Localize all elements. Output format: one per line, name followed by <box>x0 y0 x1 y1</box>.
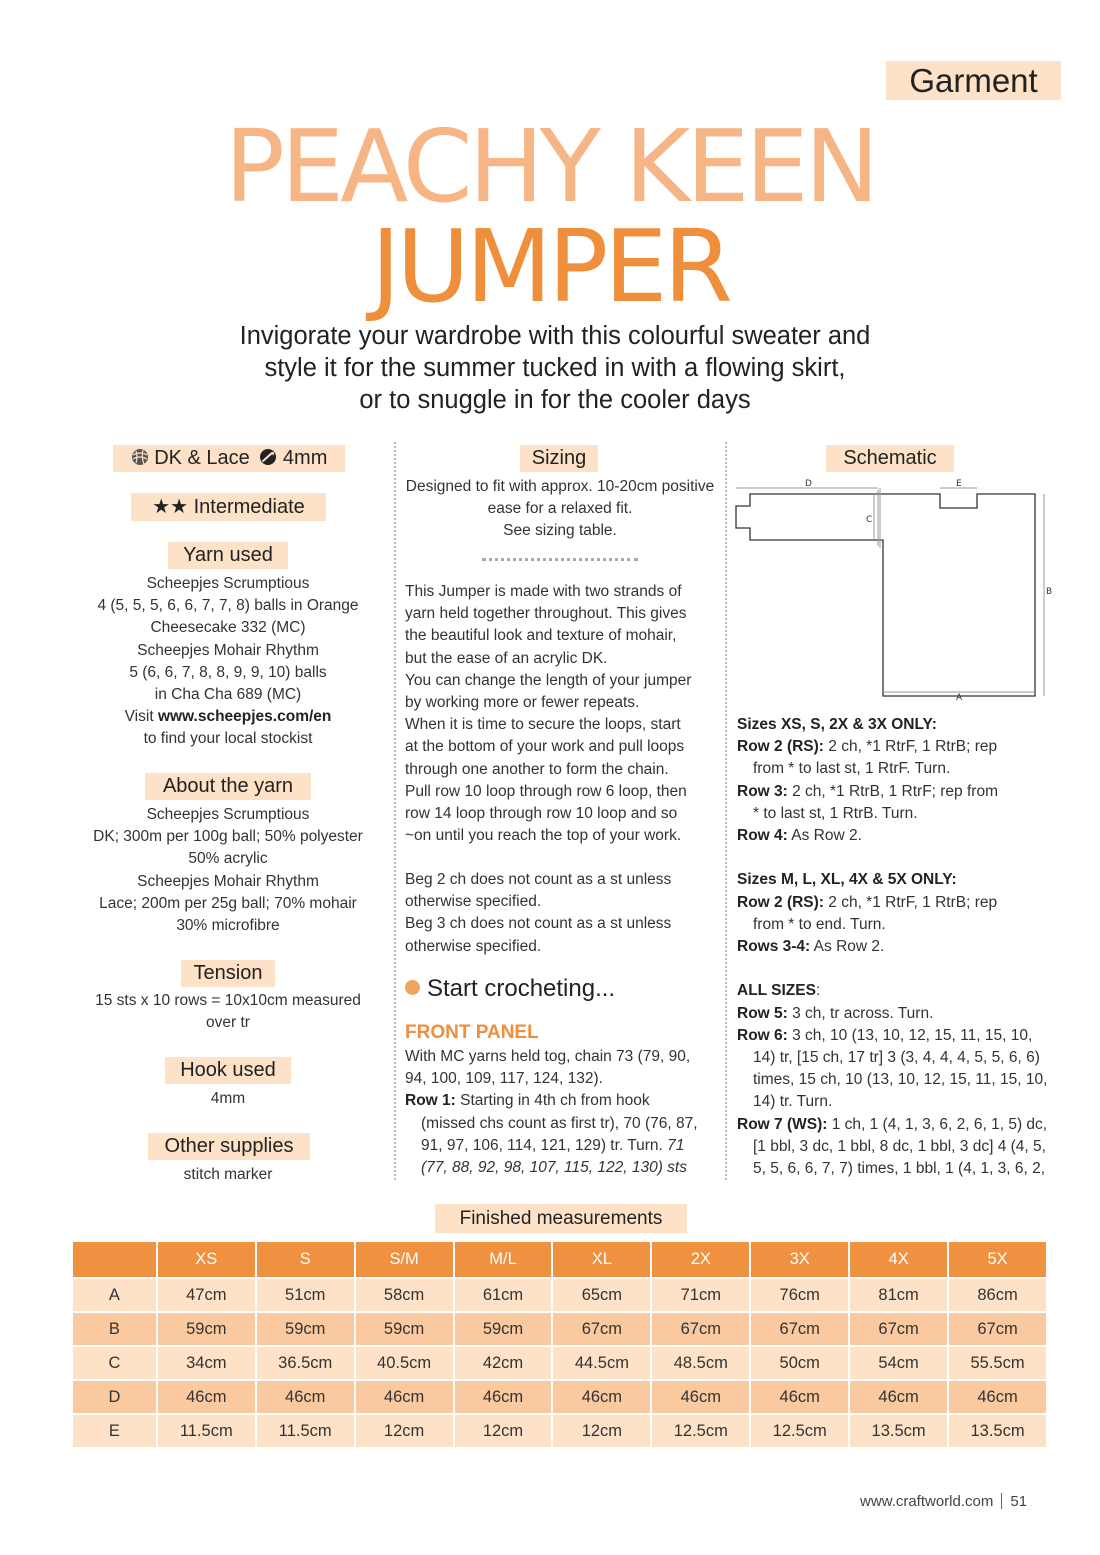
text-line: Scheepjes Scrumptious <box>146 806 310 823</box>
title-line-1: PEACHY KEEN <box>224 108 876 225</box>
schematic-heading: Schematic <box>826 445 954 472</box>
intro-line: Invigorate your wardrobe with this colourful sweater and <box>239 322 871 350</box>
row-text: Starting in 4th ch from hook <box>455 1092 650 1110</box>
column-header: M/L <box>454 1242 553 1278</box>
text-line: from * to end. Turn. <box>753 915 886 933</box>
measurements-heading: Finished measurements <box>435 1204 687 1233</box>
text-line: in Cha Cha 689 (MC) <box>154 686 302 704</box>
table-cell: 12.5cm <box>651 1414 750 1448</box>
section-tag: Garment <box>886 61 1061 100</box>
hook-size-label: 4mm <box>282 447 328 469</box>
text-line: 94, 100, 109, 117, 124, 132). <box>405 1070 603 1088</box>
text-line: 4 (5, 5, 5, 6, 6, 7, 7, 8) balls in Orange <box>97 597 359 615</box>
front-panel-heading: FRONT PANEL <box>405 1022 539 1043</box>
row-header: E <box>73 1414 157 1448</box>
column-divider <box>725 442 727 1180</box>
table-cell: 55.5cm <box>948 1346 1047 1380</box>
table-header-row <box>73 1242 1047 1278</box>
row-text: 2 ch, *1 RtrF, 1 RtrB; rep <box>823 738 998 756</box>
stitch-count: 71 <box>662 1136 685 1154</box>
table-cell: 46cm <box>849 1380 948 1414</box>
footer-site: www.craftworld.com <box>860 1493 994 1510</box>
text-line <box>405 1090 723 1112</box>
table-cell: 46cm <box>750 1380 849 1414</box>
table-cell: 13.5cm <box>849 1414 948 1448</box>
spacer <box>737 847 1057 869</box>
page-footer <box>860 1493 1027 1510</box>
text-line <box>737 1025 1057 1047</box>
table-cell: 42cm <box>454 1346 553 1380</box>
sizing-text <box>400 476 720 543</box>
text-line: 15 sts x 10 rows = 10x10cm measured <box>95 992 361 1009</box>
table-cell: 58cm <box>355 1278 454 1312</box>
text-line: Lace; 200m per 25g ball; 70% mohair <box>99 894 357 912</box>
size-group-heading <box>737 980 1057 1002</box>
table-cell: 12cm <box>454 1414 553 1448</box>
schematic-diagram <box>730 474 1060 706</box>
table-cell: 50cm <box>750 1346 849 1380</box>
text-line: to find your local stockist <box>143 730 313 748</box>
table-cell: 12.5cm <box>750 1414 849 1448</box>
table-cell: 86cm <box>948 1278 1047 1312</box>
text-line: DK; 300m per 100g ball; 50% polyester <box>93 828 363 846</box>
intro-line: style it for the summer tucked in with a flowing skirt, <box>264 354 846 382</box>
other-supplies-heading: Other supplies <box>148 1133 310 1160</box>
row-label: Row 3: <box>737 782 788 800</box>
column-header: 5X <box>948 1242 1047 1278</box>
table-cell: 67cm <box>948 1312 1047 1346</box>
garment-outline <box>736 494 1035 696</box>
skill-level-badge <box>131 493 326 521</box>
row-label: Row 2 (RS): <box>737 893 824 911</box>
text-line: ease for a relaxed fit. <box>487 500 633 518</box>
table-cell: 44.5cm <box>552 1346 651 1380</box>
text-line <box>737 781 1057 803</box>
text-line: * to last st, 1 RtrB. Turn. <box>753 804 918 822</box>
row-text: 2 ch, *1 RtrB, 1 RtrF; rep from <box>787 782 998 800</box>
table-cell: 13.5cm <box>948 1414 1047 1448</box>
table-cell: 71cm <box>651 1278 750 1312</box>
measurements-table <box>73 1242 1048 1449</box>
table-cell: 76cm <box>750 1278 849 1312</box>
schematic-label-d: D <box>805 479 812 489</box>
tension-heading: Tension <box>181 960 275 987</box>
text-line: row 14 loop through row 10 loop and so <box>405 805 678 823</box>
table-cell: 11.5cm <box>157 1414 256 1448</box>
star-rating: ★★ <box>152 496 189 518</box>
text-line <box>737 825 1057 847</box>
text-line: ~on until you reach the top of your work. <box>405 827 682 845</box>
row-header: A <box>73 1278 157 1312</box>
text-line: at the bottom of your work and pull loops <box>405 738 685 756</box>
table-cell: 48.5cm <box>651 1346 750 1380</box>
table-cell: 81cm <box>849 1278 948 1312</box>
table-row <box>73 1380 1047 1414</box>
size-group-heading: Sizes XS, S, 2X & 3X ONLY: <box>737 716 937 733</box>
visit-prefix: Visit <box>124 708 158 726</box>
row-label: Row 2 (RS): <box>737 738 824 756</box>
stitch-notes <box>405 869 723 958</box>
table-cell: 12cm <box>552 1414 651 1448</box>
text-line <box>737 936 1057 958</box>
text-line: Scheepjes Mohair Rhythm <box>137 872 319 890</box>
text-line: Cheesecake 332 (MC) <box>150 619 306 637</box>
size-group-heading: Sizes M, L, XL, 4X & 5X ONLY: <box>737 871 957 889</box>
skill-level: Intermediate <box>193 496 305 518</box>
text-line: This Jumper is made with two strands of <box>405 583 682 600</box>
about-yarn-text <box>60 804 396 937</box>
text-line: Beg 3 ch does not count as a st unless <box>405 915 672 933</box>
row-label: Row 4: <box>737 827 788 845</box>
table-cell: 54cm <box>849 1346 948 1380</box>
footer-divider <box>1001 1493 1002 1509</box>
text-line: (missed chs count as first tr), 70 (76, 87, <box>421 1114 698 1132</box>
yarn-used-text <box>60 573 396 751</box>
table-cell: 47cm <box>157 1278 256 1312</box>
text-line: When it is time to secure the loops, start <box>405 716 681 734</box>
table-cell: 67cm <box>552 1312 651 1346</box>
hook-used-text: 4mm <box>210 1090 246 1107</box>
text-line: from * to last st, 1 RtrF. Turn. <box>753 760 951 778</box>
row-label: Rows 3-4: <box>737 938 811 956</box>
text-line: Scheepjes Mohair Rhythm <box>137 641 319 659</box>
yarn-weight-label: DK & Lace <box>154 447 250 469</box>
intro-line: or to snuggle in for the cooler days <box>359 386 751 414</box>
row-header: B <box>73 1312 157 1346</box>
table-cell: 34cm <box>157 1346 256 1380</box>
row-text: 3 ch, tr across. Turn. <box>787 1004 934 1022</box>
yarn-used-heading: Yarn used <box>168 542 288 569</box>
table-cell: 51cm <box>256 1278 355 1312</box>
table-row <box>73 1346 1047 1380</box>
table-cell: 11.5cm <box>256 1414 355 1448</box>
stitch-count: (77, 88, 92, 98, 107, 115, 122, 130) sts <box>421 1159 687 1177</box>
text-line: 14) tr, [15 ch, 17 tr] 3 (3, 4, 4, 4, 5, 5, 6, 6) <box>753 1049 1040 1067</box>
schematic-label-b: B <box>1046 587 1053 597</box>
table-cell: 12cm <box>355 1414 454 1448</box>
table-cell: 46cm <box>651 1380 750 1414</box>
table-cell: 67cm <box>651 1312 750 1346</box>
column-header: S <box>256 1242 355 1278</box>
stockist-link[interactable]: www.scheepjes.com/en <box>157 708 332 726</box>
hook-used-heading: Hook used <box>165 1057 291 1084</box>
text-line: by working more or fewer repeats. <box>405 694 640 712</box>
table-cell: 46cm <box>157 1380 256 1414</box>
table-row <box>73 1278 1047 1312</box>
all-sizes-label: ALL SIZES <box>737 982 816 1000</box>
about-yarn-heading: About the yarn <box>145 773 311 800</box>
table-cell: 61cm <box>454 1278 553 1312</box>
text-line: over tr <box>206 1014 250 1032</box>
yarn-ball-icon <box>405 980 420 995</box>
yarn-weight-badge <box>113 445 345 472</box>
table-cell: 59cm <box>355 1312 454 1346</box>
schematic-label-a: A <box>956 693 963 703</box>
text-line: yarn held together throughout. This gives <box>405 605 687 623</box>
yarn-ball-icon <box>131 447 149 474</box>
text-line: 5, 5, 6, 6, 7, 7) times, 1 bbl, 1 (4, 1, 3, 6, 2, <box>753 1160 1046 1178</box>
text-line: 30% microfibre <box>176 917 280 935</box>
table-cell: 65cm <box>552 1278 651 1312</box>
text-line: but the ease of an acrylic DK. <box>405 649 608 667</box>
row-header: D <box>73 1380 157 1414</box>
text-line: times, 15 ch, 10 (13, 10, 12, 15, 11, 15, 10, <box>753 1071 1048 1089</box>
table-row <box>73 1414 1047 1448</box>
all-sizes-colon: : <box>815 982 821 1000</box>
text-line: 50% acrylic <box>188 850 268 868</box>
text-line: 5 (6, 6, 7, 8, 8, 9, 9, 10) balls <box>129 663 327 681</box>
construction-notes <box>405 581 723 847</box>
column-header: 4X <box>849 1242 948 1278</box>
text-line: With MC yarns held tog, chain 73 (79, 90, <box>405 1048 691 1065</box>
table-cell: 36.5cm <box>256 1346 355 1380</box>
table-cell: 46cm <box>454 1380 553 1414</box>
table-cell: 46cm <box>256 1380 355 1414</box>
row-text: 3 ch, 10 (13, 10, 12, 15, 11, 15, 10, <box>787 1026 1033 1044</box>
title-line-2: JUMPER <box>371 208 729 325</box>
table-cell: 67cm <box>849 1312 948 1346</box>
dotted-separator <box>482 558 638 561</box>
text-line <box>737 1003 1057 1025</box>
schematic-label-c: C <box>866 515 873 525</box>
table-cell: 46cm <box>948 1380 1047 1414</box>
text-line <box>737 892 1057 914</box>
row-label: Row 5: <box>737 1004 788 1022</box>
table-cell: 59cm <box>157 1312 256 1346</box>
text-line: the beautiful look and texture of mohair, <box>405 627 677 645</box>
row-text: As Row 2. <box>810 938 885 956</box>
table-cell: 40.5cm <box>355 1346 454 1380</box>
text-line <box>405 1135 723 1157</box>
text-line: otherwise specified. <box>405 937 542 955</box>
start-crocheting-heading <box>405 975 615 1003</box>
text-line: Designed to fit with approx. 10-20cm positive <box>405 478 715 495</box>
text-line: See sizing table. <box>503 522 617 540</box>
front-panel-text <box>405 1046 723 1179</box>
column-header: 2X <box>651 1242 750 1278</box>
text-line: Beg 2 ch does not count as a st unless <box>405 871 672 888</box>
text-line: [1 bbl, 3 dc, 1 bbl, 8 dc, 1 bbl, 3 dc] 4 (4, 5, <box>753 1137 1046 1155</box>
text-line: otherwise specified. <box>405 893 542 911</box>
row-text: As Row 2. <box>787 827 862 845</box>
column-header <box>73 1242 157 1278</box>
column-header: XS <box>157 1242 256 1278</box>
row-header: C <box>73 1346 157 1380</box>
text-line <box>737 1114 1057 1136</box>
text-line: through one another to form the chain. <box>405 760 669 778</box>
row-text: 2 ch, *1 RtrF, 1 RtrB; rep <box>823 893 998 911</box>
crochet-hook-icon <box>259 447 277 474</box>
row-label: Row 6: <box>737 1026 788 1044</box>
row-text: 91, 97, 106, 114, 121, 129) tr. Turn. <box>421 1136 663 1154</box>
text-line <box>60 706 396 728</box>
tension-text <box>60 990 396 1034</box>
other-supplies-text: stitch marker <box>183 1166 273 1183</box>
back-rows-text <box>737 714 1057 1180</box>
text-line <box>737 736 1057 758</box>
row-label: Row 7 (WS): <box>737 1115 828 1133</box>
text-line: 14) tr. Turn. <box>753 1093 833 1111</box>
column-header: XL <box>552 1242 651 1278</box>
text-line: You can change the length of your jumper <box>405 671 692 689</box>
row-label: Row 1: <box>405 1092 456 1110</box>
schematic-label-e: E <box>956 479 962 489</box>
table-cell: 46cm <box>355 1380 454 1414</box>
column-header: 3X <box>750 1242 849 1278</box>
text-line: Scheepjes Scrumptious <box>146 575 310 592</box>
intro-text <box>140 320 970 416</box>
table-cell: 67cm <box>750 1312 849 1346</box>
table-cell: 59cm <box>256 1312 355 1346</box>
spacer <box>737 958 1057 980</box>
table-cell: 59cm <box>454 1312 553 1346</box>
page-number: 51 <box>1010 1493 1028 1510</box>
start-heading-text: Start crocheting... <box>427 975 616 1002</box>
row-text: 1 ch, 1 (4, 1, 3, 6, 2, 6, 1, 5) dc, <box>827 1115 1048 1133</box>
table-cell: 46cm <box>552 1380 651 1414</box>
text-line: Pull row 10 loop through row 6 loop, then <box>405 782 687 800</box>
column-header: S/M <box>355 1242 454 1278</box>
sizing-heading: Sizing <box>520 445 598 472</box>
table-row <box>73 1312 1047 1346</box>
